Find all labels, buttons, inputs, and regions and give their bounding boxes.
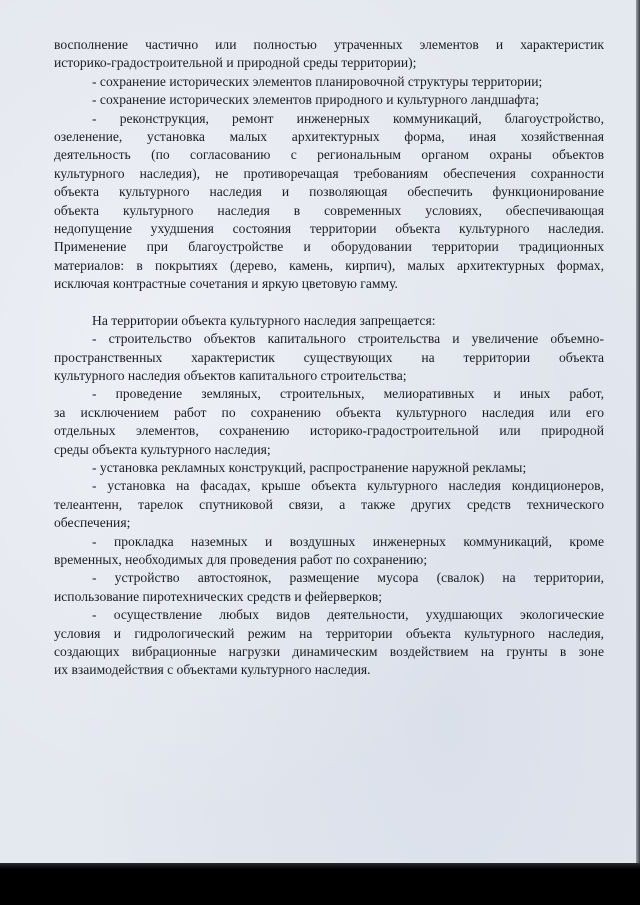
text-line: пространственных характеристик существующих на территории объекта bbox=[54, 349, 604, 365]
list-item-utility-lines bbox=[54, 533, 604, 570]
text-line: отдельных элементов, сохранению историко-градостроительной или природной bbox=[54, 423, 604, 439]
list-item-ecological-activity bbox=[54, 606, 604, 680]
text-line: деятельность (по согласованию с региональным органом охраны объектов bbox=[54, 147, 604, 163]
text-line: создающих вибрационные нагрузки динамическим воздействием на грунты в зоне bbox=[54, 644, 604, 659]
list-item-advertising bbox=[54, 459, 604, 477]
text-line: - проведение земляных, строительных, мелиоративных и иных работ, bbox=[92, 386, 604, 402]
text-line: их взаимодействия с объектами культурного наследия. bbox=[54, 662, 371, 678]
text-line: Применение при благоустройстве и оборудовании территории традиционных bbox=[54, 239, 604, 255]
text-line: - прокладка наземных и воздушных инженерных коммуникаций, кроме bbox=[92, 533, 604, 549]
list-item-preserve-planning: - сохранение исторических элементов планировочной структуры территории; bbox=[92, 73, 543, 89]
text-line: условия и гидрологический режим на территории объекта культурного наследия, bbox=[54, 625, 604, 641]
text-line: - реконструкция, ремонт инженерных коммуникаций, благоустройство, bbox=[92, 110, 604, 126]
text-line: - устройство автостоянок, размещение мусора (свалок) на территории, bbox=[92, 570, 604, 586]
text-line: телеантенн, тарелок спутниковой связи, а также других средств технического bbox=[54, 496, 604, 512]
text-line: - осуществление любых видов деятельности, ухудшающих экологические bbox=[92, 607, 604, 623]
text-line: использование пиротехнических средств и фейерверков; bbox=[54, 588, 383, 604]
intro-section bbox=[54, 36, 604, 110]
text-line: объекта культурного наследия и позволяющая обеспечить функционирование bbox=[54, 184, 604, 200]
list-item-preserve-landscape: - сохранение исторических элементов природного и культурного ландшафта; bbox=[92, 92, 540, 108]
text-line: - строительство объектов капитального строительства и увеличение объемно- bbox=[92, 331, 604, 347]
text-line: недопущение ухудшения состояния территории объекта культурного наследия. bbox=[54, 221, 604, 237]
text-line: среды объекта культурного наследия; bbox=[54, 441, 271, 457]
text-line: - установка рекламных конструкций, распространение наружной рекламы; bbox=[92, 459, 527, 475]
prohibited-list bbox=[54, 330, 604, 680]
list-item-parking-waste bbox=[54, 569, 604, 606]
document-body bbox=[54, 36, 604, 680]
text-line: культурного наследия объектов капитального строительства; bbox=[54, 367, 407, 383]
list-item-facade-equipment bbox=[54, 477, 604, 532]
text-line: обеспечения; bbox=[54, 515, 131, 531]
paragraph-gap bbox=[54, 294, 604, 312]
list-item-earthworks bbox=[54, 385, 604, 459]
text-line: объекта культурного наследия в современных условиях, обеспечивающая bbox=[54, 202, 604, 218]
text-line: за исключением работ по сохранению объекта культурного наследия или его bbox=[54, 404, 604, 420]
list-item-capital-construction bbox=[54, 330, 604, 385]
text-line: историко-градостроительной и природной среды территории); bbox=[54, 55, 417, 71]
text-line: материалов: в покрытиях (дерево, камень, кирпич), малых архитектурных формах, bbox=[54, 257, 604, 273]
text-line: исключая контрастные сочетания и яркую цветовую гамму. bbox=[54, 276, 398, 292]
scan-bottom-margin bbox=[0, 863, 640, 905]
list-item-reconstruction bbox=[54, 110, 604, 294]
scan-right-edge bbox=[636, 0, 640, 905]
text-line: - установка на фасадах, крыше объекта культурного наследия кондиционеров, bbox=[92, 478, 604, 494]
text-line: озеленение, установка малых архитектурных форма, иная хозяйственная bbox=[54, 129, 604, 145]
text-line: восполнение частично или полностью утраченных элементов и характеристик bbox=[54, 37, 604, 52]
text-line: культурного наследия), не противоречащая требованиям обеспечения сохранности bbox=[54, 165, 604, 181]
section-heading-prohibited: На территории объекта культурного наследия запрещается: bbox=[92, 312, 436, 328]
text-line: временных, необходимых для проведения работ по сохранению; bbox=[54, 551, 428, 567]
